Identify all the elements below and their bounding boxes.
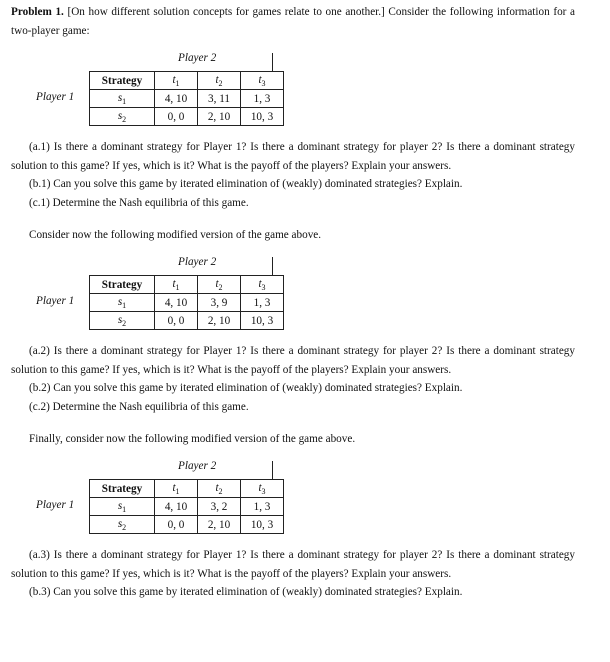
player1-label: Player 1 [36, 499, 75, 512]
header-cell: $t_1$ [155, 72, 198, 90]
header-cell: $t_2$ [198, 72, 241, 90]
payoff-cell: 10, 3 [241, 312, 284, 330]
strategy-cell: $s_2$ [90, 516, 155, 534]
table-header-row [90, 72, 284, 90]
header-cell: Strategy [90, 276, 155, 294]
payoff-cell: 4, 10 [155, 498, 198, 516]
header-cell: $t_2$ [198, 480, 241, 498]
header-cell: $t_2$ [198, 276, 241, 294]
strategy-cell: $s_1$ [90, 294, 155, 312]
payoff-cell: 4, 10 [155, 294, 198, 312]
table-row [90, 108, 284, 126]
table-divider [272, 461, 273, 479]
payoff-table-2 [36, 256, 289, 330]
modification-1: Consider now the following modified version of the game above. [29, 228, 322, 241]
modification-2: Finally, consider now the following modified version of the game above. [29, 432, 356, 445]
payoff-cell: 0, 0 [155, 312, 198, 330]
table-header-row [90, 480, 284, 498]
payoff-cell: 1, 3 [241, 294, 284, 312]
intro-text: [On how different solution concepts for games relate to one another.] Consider the following information for a two-player game: [11, 6, 575, 37]
table-divider [272, 53, 273, 71]
table-row [90, 294, 284, 312]
question-a3: (a.3) Is there a dominant strategy for Player 1? Is there a dominant strategy for player 2? Is there a dominant strategy solution to this game? If yes, which is it? What is the payoff of the players? Explain your answers. [11, 549, 575, 580]
question-b2: (b.2) Can you solve this game by iterated elimination of (weakly) dominated strategies? Explain. [29, 382, 463, 395]
header-cell: $t_1$ [155, 276, 198, 294]
question-c1: (c.1) Determine the Nash equilibria of this game. [29, 196, 249, 209]
header-cell: $t_3$ [241, 72, 284, 90]
question-a1: (a.1) Is there a dominant strategy for Player 1? Is there a dominant strategy for player 2? Is there a dominant strategy solution to this game? If yes, which is it? What is the payoff of the players? Explain your answers. [11, 141, 575, 172]
payoff-cell: 2, 10 [198, 108, 241, 126]
table-row [90, 90, 284, 108]
question-b1: (b.1) Can you solve this game by iterated elimination of (weakly) dominated strategies? Explain. [29, 178, 463, 191]
question-c2: (c.2) Determine the Nash equilibria of this game. [29, 400, 249, 413]
player2-label: Player 2 [178, 256, 217, 269]
payoff-cell: 3, 2 [198, 498, 241, 516]
payoff-cell: 10, 3 [241, 108, 284, 126]
payoff-cell: 2, 10 [198, 516, 241, 534]
payoff-cell: 0, 0 [155, 108, 198, 126]
payoff-cell: 3, 11 [198, 90, 241, 108]
strategy-cell: $s_2$ [90, 312, 155, 330]
strategy-cell: $s_1$ [90, 90, 155, 108]
player2-label: Player 2 [178, 460, 217, 473]
header-cell: $t_1$ [155, 480, 198, 498]
strategy-cell: $s_2$ [90, 108, 155, 126]
question-a2: (a.2) Is there a dominant strategy for Player 1? Is there a dominant strategy for player 2? Is there a dominant strategy solution to this game? If yes, which is it? What is the payoff of the players? Explain your answers. [11, 345, 575, 376]
strategy-cell: $s_1$ [90, 498, 155, 516]
payoff-table-3 [36, 460, 289, 534]
payoff-cell: 1, 3 [241, 498, 284, 516]
player2-label: Player 2 [178, 52, 217, 65]
table-header-row [90, 276, 284, 294]
payoff-cell: 3, 9 [198, 294, 241, 312]
header-cell: $t_3$ [241, 480, 284, 498]
payoff-cell: 1, 3 [241, 90, 284, 108]
payoff-cell: 4, 10 [155, 90, 198, 108]
table-row [90, 312, 284, 330]
header-cell: Strategy [90, 72, 155, 90]
table-divider [272, 257, 273, 275]
question-b3: (b.3) Can you solve this game by iterated elimination of (weakly) dominated strategies? Explain. [29, 586, 463, 599]
table-row [90, 516, 284, 534]
problem-intro [11, 3, 575, 40]
payoff-cell: 0, 0 [155, 516, 198, 534]
player1-label: Player 1 [36, 295, 75, 308]
player1-label: Player 1 [36, 91, 75, 104]
table-row [90, 498, 284, 516]
header-cell: $t_3$ [241, 276, 284, 294]
payoff-table-1 [36, 52, 289, 126]
payoff-cell: 2, 10 [198, 312, 241, 330]
payoff-cell: 10, 3 [241, 516, 284, 534]
problem-label: Problem 1. [11, 6, 64, 18]
header-cell: Strategy [90, 480, 155, 498]
